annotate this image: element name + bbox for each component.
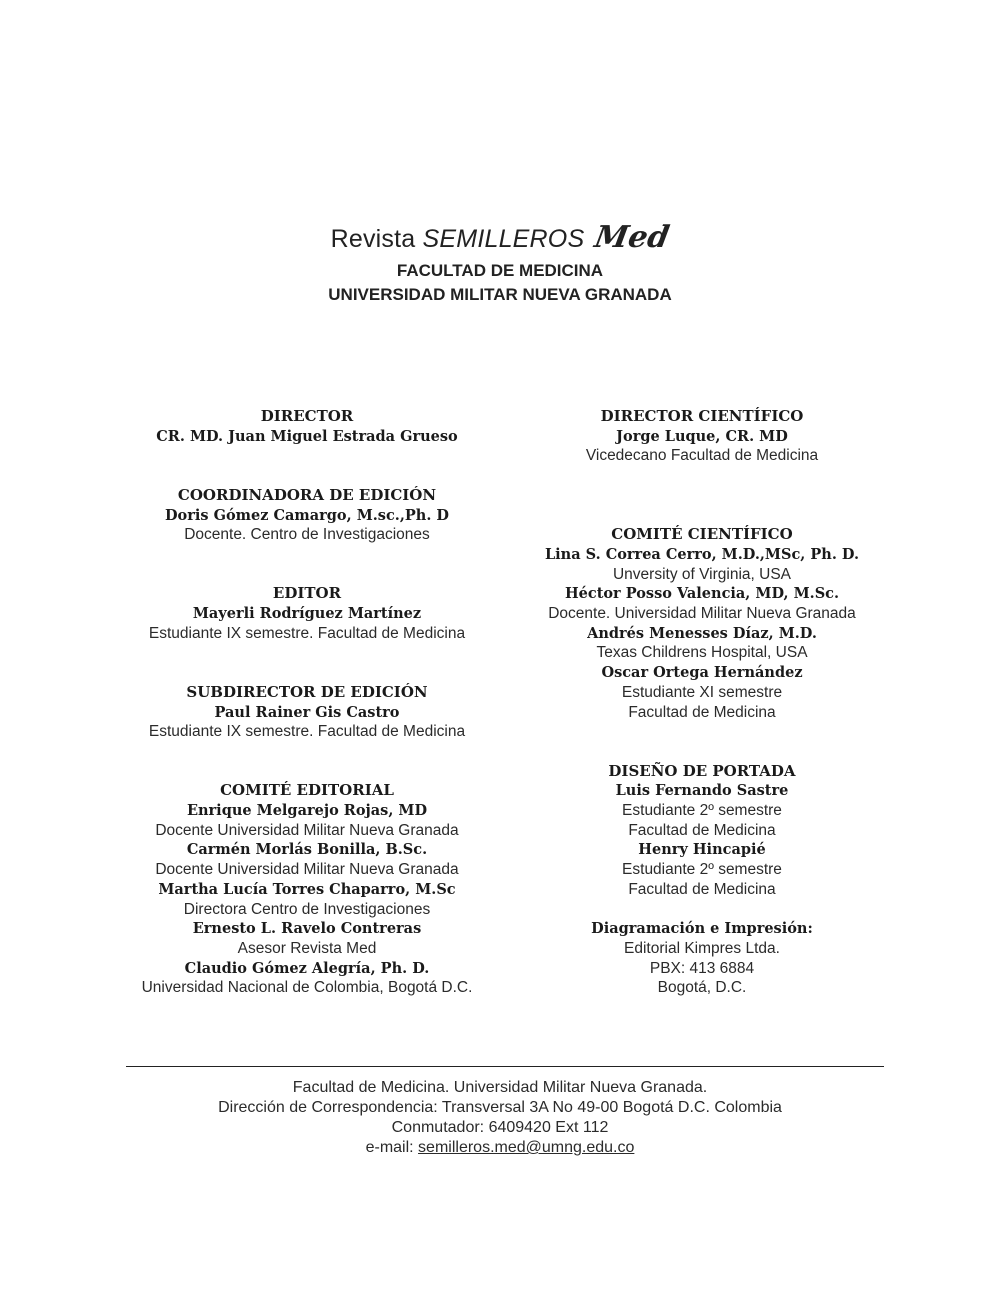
editorial-member-name: Claudio Gómez Alegría, Ph. D. [184, 959, 430, 977]
scientific-member-name: Andrés Menesses Díaz, M.D. [587, 624, 817, 642]
editor-heading: EDITOR [272, 584, 342, 603]
right-column [512, 407, 892, 998]
footer-divider [126, 1066, 884, 1067]
director-cientifico-name: Jorge Luque, CR. MD [616, 427, 788, 445]
director-cientifico-heading: DIRECTOR CIENTÍFICO [600, 407, 804, 425]
printer-city: Bogotá, D.C. [657, 979, 747, 997]
printer-phone: PBX: 413 6884 [649, 959, 755, 977]
cover-designer-desc: Estudiante 2º semestre [622, 861, 782, 879]
editorial-member-desc: Docente Universidad Militar Nueva Granada [155, 861, 459, 879]
scientific-member-desc: Unversity of Virginia, USA [612, 565, 792, 583]
editor-desc: Estudiante IX semestre. Facultad de Medicina [148, 624, 466, 642]
director-name: CR. MD. Juan Miguel Estrada Grueso [156, 427, 458, 445]
email-link[interactable]: semilleros.med@umng.edu.co [418, 1139, 635, 1156]
editorial-member-desc: Docente Universidad Militar Nueva Granada [155, 821, 459, 839]
cover-designer-desc: Facultad de Medicina [628, 880, 776, 898]
university-title: UNIVERSIDAD MILITAR NUEVA GRANADA [328, 285, 672, 304]
editor-name: Mayerli Rodríguez Martínez [192, 605, 422, 622]
coordinadora-name: Doris Gómez Camargo, M.sc.,Ph. D [164, 506, 450, 524]
diagramacion-heading: Diagramación e Impresión: [591, 920, 813, 938]
coordinadora-heading: COORDINADORA DE EDICIÓN [177, 485, 437, 504]
masthead [0, 218, 1000, 307]
director-cientifico-desc: Vicedecano Facultad de Medicina [585, 447, 819, 465]
journal-semilleros: SEMILLEROS [422, 225, 585, 253]
coordinadora-desc: Docente. Centro de Investigaciones [184, 526, 430, 544]
footer [0, 1078, 1000, 1158]
editorial-member-name: Carmén Morlás Bonilla, B.Sc. [186, 841, 428, 859]
scientific-member-name: Oscar Ortega Hernández [601, 664, 803, 682]
left-column [117, 407, 497, 998]
editorial-member-name: Martha Lucía Torres Chaparro, M.Sc [158, 880, 456, 898]
director-heading: DIRECTOR [260, 407, 354, 425]
journal-title [0, 218, 1000, 259]
footer-email-line [0, 1138, 1000, 1158]
editorial-member-desc: Directora Centro de Investigaciones [183, 900, 431, 918]
cover-designer-name: Luis Fernando Sastre [615, 782, 789, 800]
scientific-member-desc: Estudiante XI semestre [621, 683, 783, 701]
editorial-member-name: Enrique Melgarejo Rojas, MD [186, 802, 428, 819]
faculty-title: FACULTAD DE MEDICINA [396, 261, 604, 280]
editorial-member-desc: Asesor Revista Med [237, 939, 377, 957]
comite-editorial-heading: COMITÉ EDITORIAL [220, 781, 394, 800]
subdirector-name: Paul Rainer Gis Castro [214, 703, 400, 721]
scientific-member-name: Héctor Posso Valencia, MD, M.Sc. [564, 585, 840, 603]
footer-address: Dirección de Correspondencia: Transversal 3A No 49-00 Bogotá D.C. Colombia [218, 1099, 782, 1116]
footer-phone: Conmutador: 6409420 Ext 112 [391, 1119, 609, 1136]
journal-revista: Revista [330, 225, 416, 253]
cover-designer-desc: Estudiante 2º semestre [622, 802, 782, 820]
editorial-member-name: Ernesto L. Ravelo Contreras [192, 920, 422, 938]
scientific-member-name: Lina S. Correa Cerro, M.D.,MSc, Ph. D. [544, 545, 860, 563]
comite-cientifico-heading: COMITÉ CIENTÍFICO [611, 525, 793, 544]
subdirector-heading: SUBDIRECTOR DE EDICIÓN [186, 682, 428, 701]
email-label: e-mail: [365, 1139, 419, 1156]
scientific-member-desc: Facultad de Medicina [628, 703, 776, 721]
footer-institution: Facultad de Medicina. Universidad Militar Nueva Granada. [292, 1079, 708, 1096]
subdirector-desc: Estudiante IX semestre. Facultad de Medicina [148, 723, 466, 741]
scientific-member-desc: Texas Childrens Hospital, USA [596, 644, 808, 662]
printer-name: Editorial Kimpres Ltda. [624, 939, 780, 957]
med-logo: Med [592, 220, 673, 255]
cover-designer-desc: Facultad de Medicina [628, 821, 776, 839]
diseno-portada-heading: DISEÑO DE PORTADA [608, 761, 796, 780]
scientific-member-desc: Docente. Universidad Militar Nueva Granada [548, 605, 856, 622]
cover-designer-name: Henry Hincapié [638, 841, 766, 859]
editorial-member-desc: Universidad Nacional de Colombia, Bogotá D.C. [141, 979, 473, 997]
